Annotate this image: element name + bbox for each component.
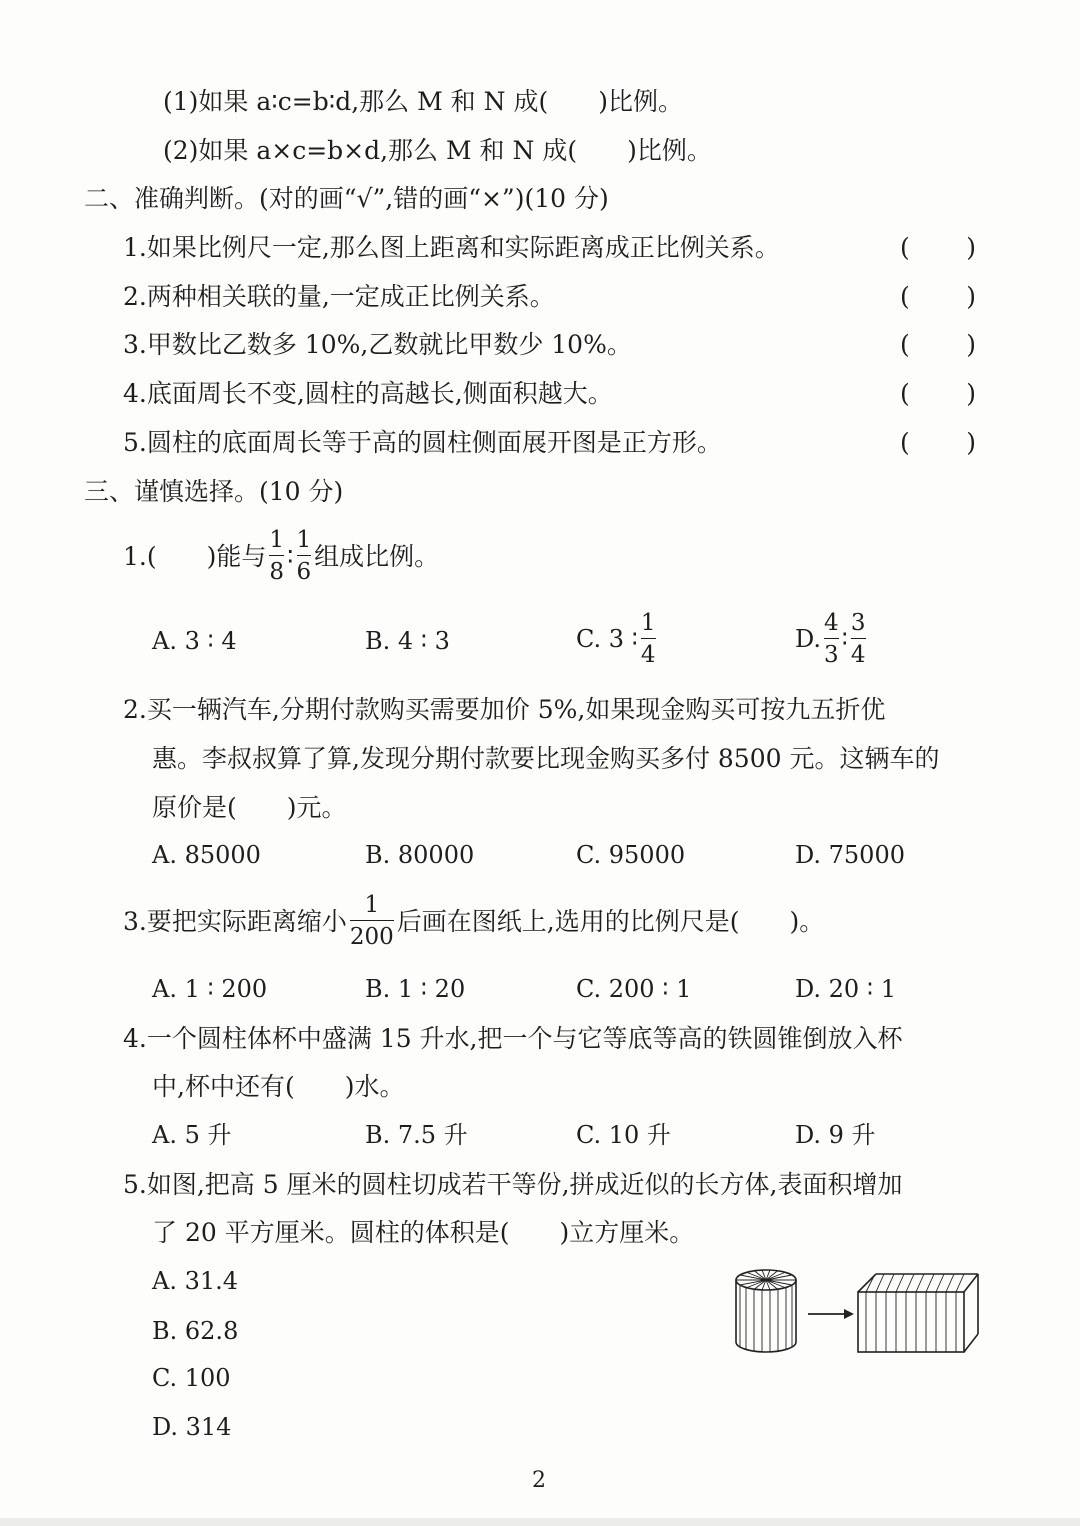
q5-option-c[interactable]: C. 100 — [152, 1364, 231, 1392]
judge-item-5: 5.圆柱的底面周长等于高的圆柱侧面展开图是正方形。 — [123, 428, 722, 457]
fraction-1-8: 1 8 — [269, 527, 285, 586]
choice-q2-line1: 2.买一辆汽车,分期付款购买需要加价 5%,如果现金购买可按九五折优 — [123, 695, 886, 724]
q1-option-c[interactable]: C. 3 ∶ 1 4 — [576, 610, 656, 669]
q2-option-b[interactable]: B. 80000 — [365, 841, 475, 869]
judge-item-2: 2.两种相关联的量,一定成正比例关系。 — [123, 282, 555, 311]
page-number: 2 — [532, 1468, 546, 1493]
q1-option-b[interactable]: B. 4 ∶ 3 — [365, 627, 450, 655]
choice-q4-line2: 中,杯中还有( )水。 — [152, 1072, 405, 1101]
fraction-1-200: 1 200 — [349, 892, 394, 951]
q2-option-c[interactable]: C. 95000 — [576, 841, 686, 869]
cylinder-shape — [736, 1270, 796, 1352]
choice-q2-line2: 惠。李叔叔算了算,发现分期付款要比现金购买多付 8500 元。这辆车的 — [152, 744, 940, 773]
judge-item-1: 1.如果比例尺一定,那么图上距离和实际距离成正比例关系。 — [123, 233, 780, 262]
q3-option-a[interactable]: A. 1 ∶ 200 — [152, 975, 268, 1003]
cylinder-to-cuboid-figure — [728, 1262, 986, 1362]
q5-option-a[interactable]: A. 31.4 — [152, 1267, 239, 1295]
q4-option-d[interactable]: D. 9 升 — [795, 1121, 876, 1149]
judge-item-4: 4.底面周长不变,圆柱的高越长,侧面积越大。 — [123, 379, 613, 408]
part1-q1: (1)如果 a∶c=b∶d,那么 M 和 N 成( )比例。 — [163, 87, 683, 116]
judge-answer-5[interactable]: ( ) — [900, 428, 976, 457]
judge-answer-2[interactable]: ( ) — [900, 282, 976, 311]
judge-answer-3[interactable]: ( ) — [900, 330, 976, 359]
choice-q5-line2: 了 20 平方厘米。圆柱的体积是( )立方厘米。 — [152, 1218, 695, 1247]
judge-answer-4[interactable]: ( ) — [900, 379, 976, 408]
choice-q4-line1: 4.一个圆柱体杯中盛满 15 升水,把一个与它等底等高的铁圆锥倒放入杯 — [123, 1024, 903, 1053]
q3-option-d[interactable]: D. 20 ∶ 1 — [795, 975, 896, 1003]
judge-item-3: 3.甲数比乙数多 10%,乙数就比甲数少 10%。 — [123, 330, 632, 359]
fraction-1-6: 1 6 — [296, 527, 312, 586]
q4-option-b[interactable]: B. 7.5 升 — [365, 1121, 468, 1149]
choice-q2-line3: 原价是( )元。 — [152, 793, 347, 822]
q5-option-b[interactable]: B. 62.8 — [152, 1317, 239, 1345]
part1-q2: (2)如果 a×c=b×d,那么 M 和 N 成( )比例。 — [163, 136, 712, 165]
judge-answer-1[interactable]: ( ) — [900, 233, 976, 262]
arrow-icon — [808, 1309, 854, 1319]
page-edge — [0, 1518, 1080, 1526]
choice-q5-line1: 5.如图,把高 5 厘米的圆柱切成若干等份,拼成近似的长方体,表面积增加 — [123, 1170, 903, 1199]
choice-q3: 3.要把实际距离缩小 1 200 后画在图纸上,选用的比例尺是( )。 — [123, 892, 825, 951]
q4-option-a[interactable]: A. 5 升 — [152, 1121, 232, 1149]
q3-option-c[interactable]: C. 200 ∶ 1 — [576, 975, 692, 1003]
q1-option-d[interactable]: D. 4 3 ∶ 3 4 — [795, 610, 866, 669]
q2-option-a[interactable]: A. 85000 — [152, 841, 261, 869]
section2-title: 二、准确判断。(对的画“√”,错的画“×”)(10 分) — [84, 184, 609, 213]
q1-option-a[interactable]: A. 3 ∶ 4 — [152, 627, 237, 655]
q4-option-c[interactable]: C. 10 升 — [576, 1121, 671, 1149]
section3-title: 三、谨慎选择。(10 分) — [84, 477, 344, 506]
q2-option-d[interactable]: D. 75000 — [795, 841, 905, 869]
choice-q1: 1.( )能与 1 8 ∶ 1 6 组成比例。 — [123, 527, 440, 586]
cuboid-shape — [858, 1274, 978, 1352]
q5-option-d[interactable]: D. 314 — [152, 1413, 232, 1441]
q3-option-b[interactable]: B. 1 ∶ 20 — [365, 975, 466, 1003]
